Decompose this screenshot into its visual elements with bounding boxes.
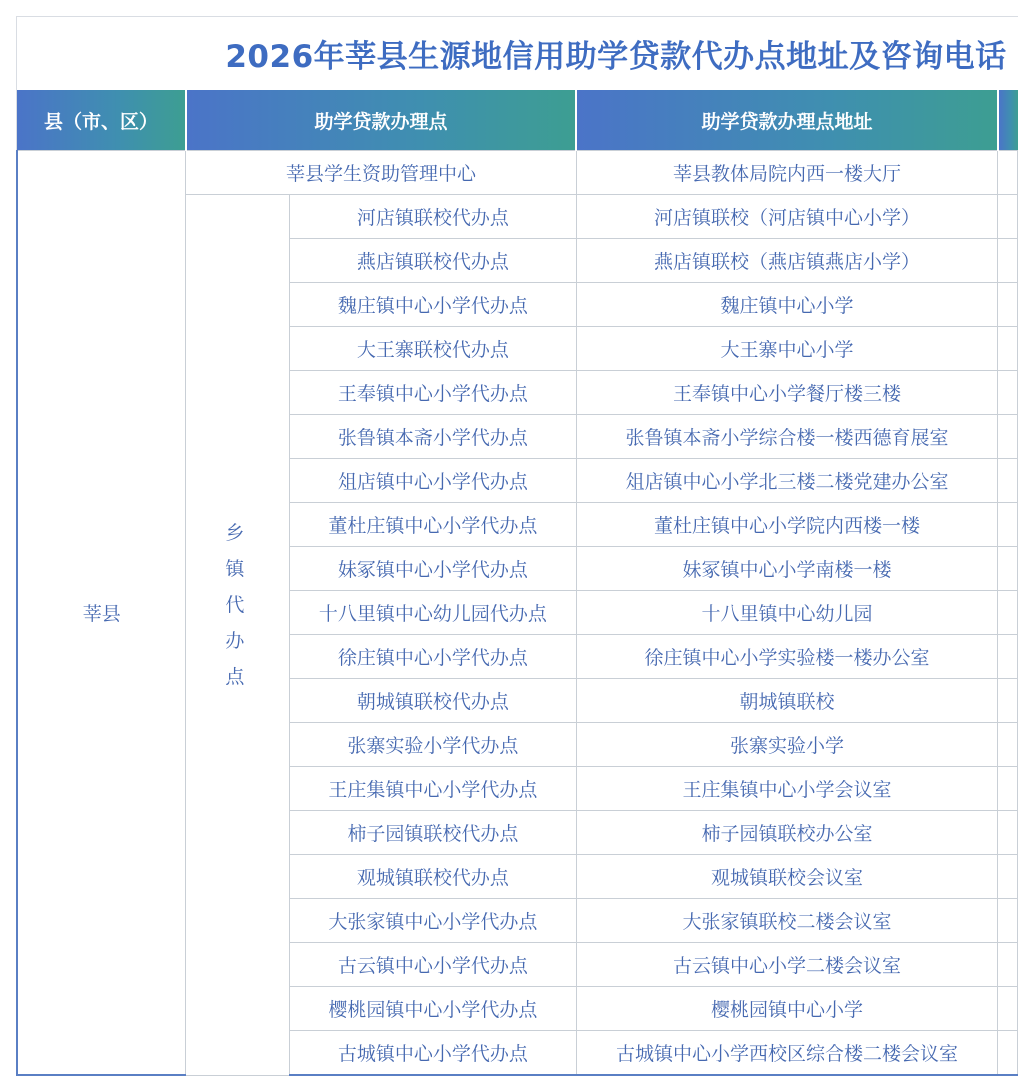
point-cell: 俎店镇中心小学代办点 [290,459,576,503]
address-cell: 张寨实验小学 [576,723,998,767]
address-cell: 朝城镇联校 [576,679,998,723]
title-bar [16,16,1018,91]
extra-cell [998,679,1018,723]
address-cell: 董杜庄镇中心小学院内西楼一楼 [576,503,998,547]
point-cell: 樱桃园镇中心小学代办点 [290,987,576,1031]
address-cell: 俎店镇中心小学北三楼二楼党建办公室 [576,459,998,503]
page-title: 2026年莘县生源地信用助学贷款代办点地址及咨询电话 [225,39,1007,75]
extra-cell [998,635,1018,679]
address-cell: 柿子园镇联校办公室 [576,811,998,855]
point-cell: 妹冢镇中心小学代办点 [290,547,576,591]
extra-cell [998,767,1018,811]
address-cell: 妹冢镇中心小学南楼一楼 [576,547,998,591]
extra-cell [998,899,1018,943]
extra-cell [998,327,1018,371]
extra-cell [998,415,1018,459]
address-cell: 河店镇联校（河店镇中心小学） [576,195,998,239]
extra-cell [998,943,1018,987]
address-cell: 古城镇中心小学西校区综合楼二楼会议室 [576,1031,998,1076]
point-cell: 王奉镇中心小学代办点 [290,371,576,415]
point-cell: 朝城镇联校代办点 [290,679,576,723]
point-cell: 大王寨联校代办点 [290,327,576,371]
extra-cell [998,503,1018,547]
extra-cell [998,723,1018,767]
address-cell: 古云镇中心小学二楼会议室 [576,943,998,987]
address-cell: 王奉镇中心小学餐厅楼三楼 [576,371,998,415]
county-cell: 莘县 [17,151,186,1076]
extra-cell [998,855,1018,899]
point-cell: 河店镇联校代办点 [290,195,576,239]
extra-cell [998,987,1018,1031]
header-point: 助学贷款办理点 [186,90,576,151]
loan-points-table [16,90,1018,1076]
point-cell: 张寨实验小学代办点 [290,723,576,767]
point-cell: 观城镇联校代办点 [290,855,576,899]
center-point-cell: 莘县学生资助管理中心 [186,151,576,195]
point-cell: 张鲁镇本斋小学代办点 [290,415,576,459]
center-address-cell: 莘县教体局院内西一楼大厅 [576,151,998,195]
point-cell: 燕店镇联校代办点 [290,239,576,283]
address-cell: 大王寨中心小学 [576,327,998,371]
point-cell: 大张家镇中心小学代办点 [290,899,576,943]
category-cell [186,195,290,1076]
point-cell: 董杜庄镇中心小学代办点 [290,503,576,547]
header-extra [998,90,1018,151]
address-cell: 十八里镇中心幼儿园 [576,591,998,635]
point-cell: 魏庄镇中心小学代办点 [290,283,576,327]
extra-cell [998,547,1018,591]
extra-cell [998,811,1018,855]
address-cell: 燕店镇联校（燕店镇燕店小学） [576,239,998,283]
address-cell: 张鲁镇本斋小学综合楼一楼西德育展室 [576,415,998,459]
extra-cell [998,195,1018,239]
address-cell: 徐庄镇中心小学实验楼一楼办公室 [576,635,998,679]
point-cell: 古云镇中心小学代办点 [290,943,576,987]
extra-cell [998,283,1018,327]
point-cell: 古城镇中心小学代办点 [290,1031,576,1076]
point-cell: 徐庄镇中心小学代办点 [290,635,576,679]
point-cell: 柿子园镇联校代办点 [290,811,576,855]
header-address: 助学贷款办理点地址 [576,90,998,151]
point-cell: 十八里镇中心幼儿园代办点 [290,591,576,635]
address-cell: 魏庄镇中心小学 [576,283,998,327]
extra-cell [998,151,1018,195]
table-row [17,151,1018,195]
address-cell: 大张家镇联校二楼会议室 [576,899,998,943]
point-cell: 王庄集镇中心小学代办点 [290,767,576,811]
extra-cell [998,591,1018,635]
address-cell: 王庄集镇中心小学会议室 [576,767,998,811]
extra-cell [998,239,1018,283]
address-cell: 樱桃园镇中心小学 [576,987,998,1031]
extra-cell [998,459,1018,503]
extra-cell [998,371,1018,415]
category-label: 乡镇代办点 [225,521,245,688]
address-cell: 观城镇联校会议室 [576,855,998,899]
header-row [17,90,1018,151]
extra-cell [998,1031,1018,1076]
header-county: 县（市、区） [17,90,186,151]
